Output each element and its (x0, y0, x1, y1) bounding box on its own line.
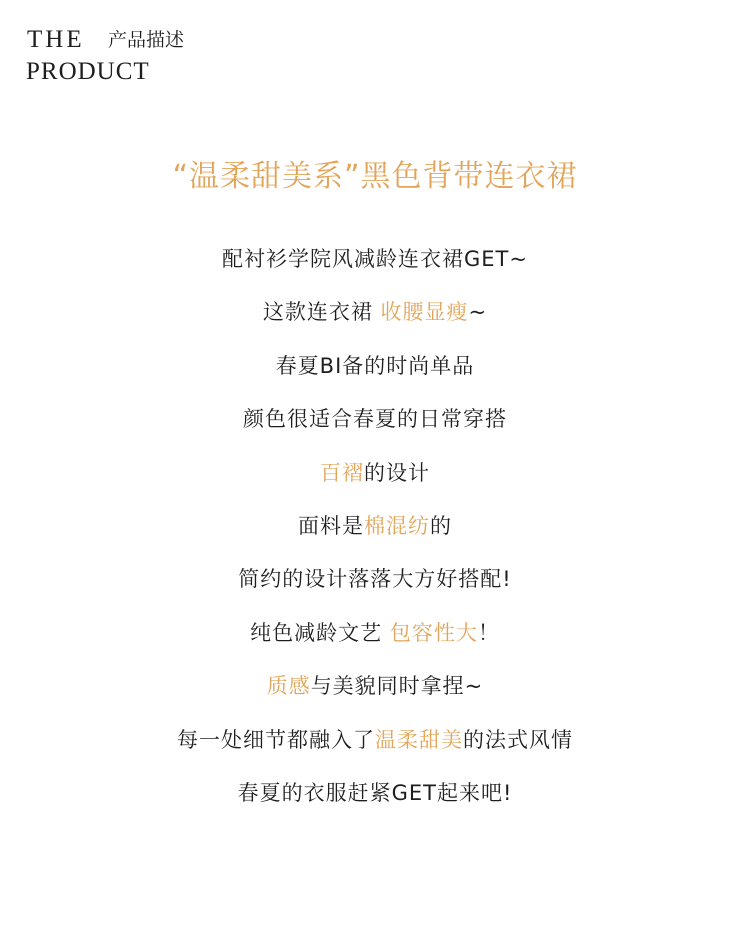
description-line (0, 767, 750, 820)
line-segment: ~ (468, 300, 488, 325)
line-segment: 质感 (266, 674, 311, 699)
description-line (0, 233, 750, 286)
line-segment: 颜色很适合春夏的日常穿搭 (243, 407, 507, 432)
description-line (0, 714, 750, 767)
description-line (0, 393, 750, 446)
product-title: “温柔甜美系”黑色背带连衣裙 (172, 159, 578, 194)
line-segment: 每一处细节都融入了 (177, 727, 375, 752)
header-cn-label: 产品描述 (108, 29, 185, 51)
description-block (0, 233, 750, 820)
description-line (0, 500, 750, 553)
description-line (0, 660, 750, 713)
line-segment: 春夏BI备的时尚单品 (275, 353, 475, 378)
line-segment: 的设计 (364, 460, 430, 485)
line-segment: 这款连衣裙 (262, 300, 381, 325)
line-segment: 简约的设计落落大方好搭配! (238, 567, 512, 592)
line-segment: 配衬衫学院风减龄连衣裙GET~ (222, 247, 528, 271)
line-segment: 包容性大 (389, 620, 478, 645)
line-segment: 纯色减龄文艺 (250, 620, 390, 645)
line-segment: 的法式风情 (463, 727, 573, 752)
line-segment: 温柔甜美 (375, 727, 463, 752)
line-segment: 百褶 (320, 460, 364, 485)
line-segment: 的 (430, 513, 452, 538)
header-the-label: THE (27, 26, 85, 53)
description-line (0, 447, 750, 500)
description-line (0, 340, 750, 393)
line-segment: ！ (477, 620, 500, 645)
description-line (0, 286, 750, 339)
line-segment: 面料是 (298, 513, 364, 538)
description-line (0, 607, 750, 660)
line-segment: 与美貌同时拿捏~ (310, 674, 484, 699)
header-product-label: PRODUCT (26, 58, 150, 85)
description-line (0, 553, 750, 606)
line-segment: 春夏的衣服赶紧GET起来吧! (237, 780, 513, 805)
line-segment: 棉混纺 (364, 513, 430, 538)
line-segment: 收腰显瘦 (380, 300, 469, 325)
